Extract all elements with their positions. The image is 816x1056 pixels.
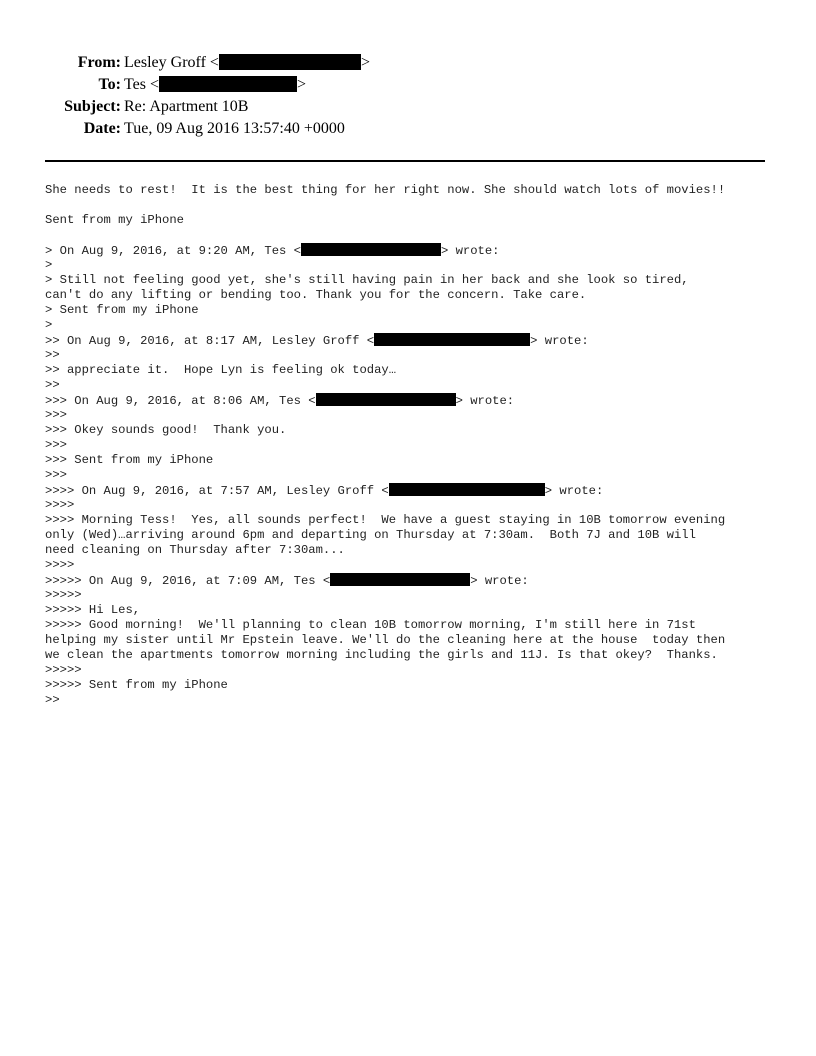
- quote-prefix-text: >>>> On Aug 9, 2016, at 7:57 AM, Lesley Groff <: [45, 484, 389, 498]
- body-line: >>: [45, 693, 60, 707]
- body-line: >>: [45, 348, 60, 362]
- body-line: [45, 228, 785, 243]
- quote-prefix-text: >> On Aug 9, 2016, at 8:17 AM, Lesley Groff <: [45, 334, 375, 348]
- quoted-header-line: [45, 393, 785, 408]
- date-value: Tue, 09 Aug 2016 13:57:40 +0000: [124, 120, 345, 137]
- body-line: > Still not feeling good yet, she's still having pain in her back and she look so tired,: [45, 273, 689, 287]
- from-label: From:: [77, 54, 121, 71]
- body-line: need cleaning on Thursday after 7:30am...: [45, 543, 345, 557]
- body-line: >>>> Morning Tess! Yes, all sounds perfect! We have a guest staying in 10B tomorrow evening: [45, 513, 726, 527]
- body-line: >>> Okey sounds good! Thank you.: [45, 423, 287, 437]
- quoted-header-line: [45, 483, 785, 498]
- body-line: >>> Sent from my iPhone: [45, 453, 214, 467]
- quote-suffix-text: > wrote:: [470, 574, 529, 588]
- body-line: >>>>>: [45, 588, 82, 602]
- body-line: helping my sister until Mr Epstein leave. We'll do the cleaning here at the house today then: [45, 633, 726, 647]
- redaction-box: [374, 333, 530, 346]
- quote-prefix-text: > On Aug 9, 2016, at 9:20 AM, Tes <: [45, 244, 301, 258]
- body-line: >: [45, 258, 53, 272]
- quote-suffix-text: > wrote:: [544, 484, 604, 498]
- redaction-box: [330, 573, 470, 586]
- quote-suffix-text: > wrote:: [530, 334, 589, 348]
- body-line: > Sent from my iPhone: [45, 303, 199, 317]
- from-name: Lesley Groff: [124, 54, 206, 71]
- body-line: >>: [45, 378, 60, 392]
- redaction-box: [389, 483, 545, 496]
- subject-label: Subject:: [64, 98, 121, 115]
- body-line: [45, 198, 785, 213]
- body-line: >>>: [45, 468, 67, 482]
- body-line: >>>: [45, 438, 67, 452]
- body-line: can't do any lifting or bending too. Thank you for the concern. Take care.: [45, 288, 587, 302]
- quoted-header-line: [45, 573, 785, 588]
- quote-prefix-text: >>>>> On Aug 9, 2016, at 7:09 AM, Tes <: [45, 574, 331, 588]
- from-value: Lesley Groff < >: [124, 54, 370, 71]
- to-name: Tes: [124, 76, 146, 93]
- quoted-header-line: [45, 243, 785, 258]
- body-line: only (Wed)…arriving around 6pm and departing on Thursday at 7:30am. Both 7J and 10B will: [45, 528, 696, 542]
- to-label: To:: [98, 76, 121, 93]
- body-line: >>>>> Sent from my iPhone: [45, 678, 228, 692]
- header-divider: [45, 160, 765, 162]
- date-label: Date:: [83, 120, 121, 137]
- email-body: [45, 183, 785, 708]
- body-line: >: [45, 318, 53, 332]
- redaction-box: [219, 54, 361, 70]
- body-line: >>>>> Hi Les,: [45, 603, 141, 617]
- body-line: Sent from my iPhone: [45, 213, 184, 227]
- body-line: She needs to rest! It is the best thing for her right now. She should watch lots of movies!!: [45, 183, 726, 197]
- body-line: >>>>: [45, 498, 75, 512]
- quote-suffix-text: > wrote:: [455, 394, 515, 408]
- body-line: >>>>>: [45, 663, 82, 677]
- subject-value: Re: Apartment 10B: [124, 98, 249, 115]
- quoted-header-line: [45, 333, 785, 348]
- body-line: we clean the apartments tomorrow morning including the girls and 11J. Is that okey? Thanks.: [45, 648, 718, 662]
- body-line: >>>>: [45, 558, 75, 572]
- redaction-box: [301, 243, 441, 256]
- body-line: >>>>> Good morning! We'll planning to clean 10B tomorrow morning, I'm still here in 71st: [45, 618, 696, 632]
- body-line: >> appreciate it. Hope Lyn is feeling ok today…: [45, 363, 397, 377]
- quote-prefix-text: >>> On Aug 9, 2016, at 8:06 AM, Tes <: [45, 394, 316, 408]
- to-value: Tes < >: [124, 76, 307, 93]
- redaction-box: [159, 76, 297, 92]
- quote-suffix-text: > wrote:: [440, 244, 500, 258]
- redaction-box: [316, 393, 456, 406]
- body-line: >>>: [45, 408, 67, 422]
